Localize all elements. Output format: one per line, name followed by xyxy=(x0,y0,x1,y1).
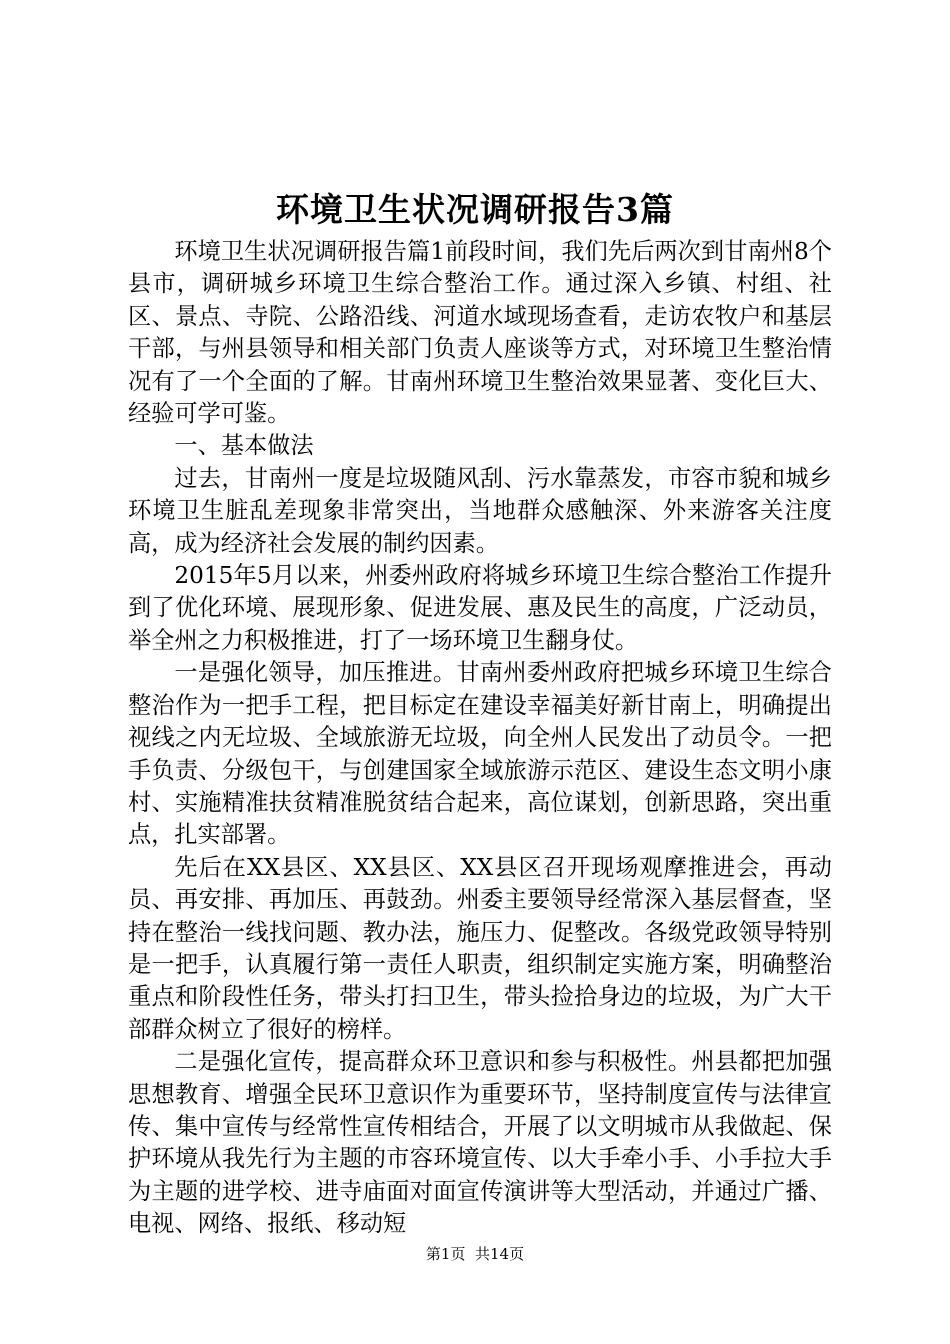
page-total: 共14页 xyxy=(475,1245,525,1263)
paragraph-2015: 2015年5月以来，州委州政府将城乡环境卫生综合整治工作提升到了优化环境、展现形象、促进发展、惠及民生的高度，广泛动员，举全州之力积极推进，打了一场环境卫生翻身仗。 xyxy=(128,562,832,654)
page-footer xyxy=(0,1244,950,1264)
page-title: 环境卫生状况调研报告3篇 xyxy=(276,190,674,229)
paragraph-onsite-meetings: 先后在XX县区、XX县区、XX县区召开现场观摩推进会，再动员、再安排、再加压、再鼓劲。州委主要领导经常深入基层督查，坚持在整治一线找问题、教办法，施压力、促整改。各级党政领导特别是一把手，认真履行第一责任人职责，组织制定实施方案，明确整治重点和阶段性任务，带头打扫卫生，带头捡拾身边的垃圾，为广大干部群众树立了很好的榜样。 xyxy=(128,853,832,1043)
paragraph-past: 过去，甘南州一度是垃圾随风刮、污水靠蒸发，市容市貌和城乡环境卫生脏乱差现象非常突出，当地群众感触深、外来游客关注度高，成为经济社会发展的制约因素。 xyxy=(128,464,832,557)
page-number: 第1页 xyxy=(425,1245,466,1263)
document-body xyxy=(128,236,832,1241)
paragraph-publicity: 二是强化宣传，提高群众环卫意识和参与积极性。州县都把加强思想教育、增强全民环卫意识作为重要环节，坚持制度宣传与法律宣传、集中宣传与经常性宣传相结合，开展了以文明城市从我做起、保护环境从我先行为主题的市容环境宣传、以大手牵小手、小手拉大手为主题的进学校、进寺庙面对面宣传演讲等大型活动，并通过广播、电视、网络、报纸、移动短 xyxy=(128,1048,832,1238)
section-heading-basic-methods: 一、基本做法 xyxy=(174,432,314,460)
paragraph-intro: 环境卫生状况调研报告篇1前段时间，我们先后两次到甘南州8个县市，调研城乡环境卫生综合整治工作。通过深入乡镇、村组、社区、景点、寺院、公路沿线、河道水域现场查看，走访农牧户和基层干部，与州县领导和相关部门负责人座谈等方式，对环境卫生整治情况有了一个全面的了解。甘南州环境卫生整治效果显著、变化巨大、经验可学可鉴。 xyxy=(128,238,832,428)
paragraph-leadership: 一是强化领导，加压推进。甘南州委州政府把城乡环境卫生综合整治作为一把手工程，把目标定在建设幸福美好新甘南上，明确提出视线之内无垃圾、全域旅游无垃圾，向全州人民发出了动员令。一把手负责、分级包干，与创建国家全域旅游示范区、建设生态文明小康村、实施精准扶贫精准脱贫结合起来，高位谋划，创新思路，突出重点，扎实部署。 xyxy=(128,659,832,849)
